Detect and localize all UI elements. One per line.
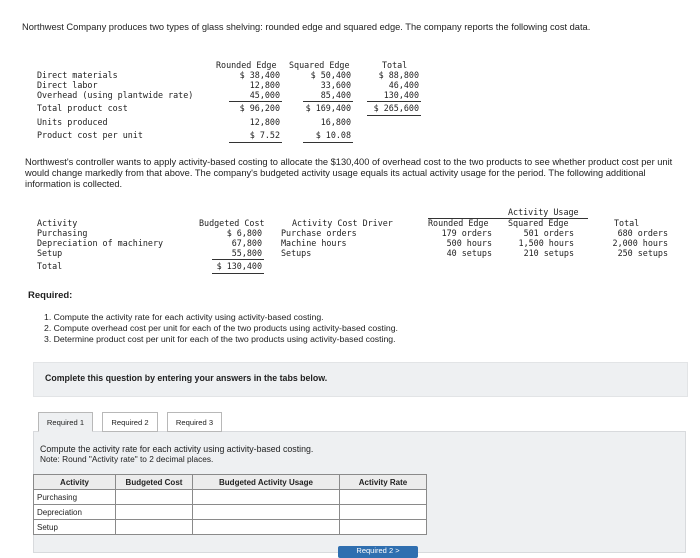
activity-cost: $ 6,800 bbox=[226, 228, 262, 238]
required-list bbox=[44, 312, 398, 345]
cost-row-label: Product cost per unit bbox=[37, 130, 143, 140]
answer-header: Budgeted Activity Usage bbox=[193, 475, 340, 490]
cost-cell: 12,800 bbox=[249, 80, 280, 90]
required-heading: Required: bbox=[28, 290, 73, 301]
cost-row-label: Overhead (using plantwide rate) bbox=[37, 90, 194, 100]
budgeted-cost-input[interactable] bbox=[116, 505, 193, 520]
activity-rounded: 179 orders bbox=[441, 228, 492, 238]
activity-cost: 55,800 bbox=[231, 248, 262, 258]
cost-cell: $ 96,200 bbox=[239, 103, 280, 113]
activity-cost: 67,800 bbox=[231, 238, 262, 248]
activity-rounded: 500 hours bbox=[446, 238, 492, 248]
cost-cell: 130,400 bbox=[383, 90, 419, 100]
activity-driver: Purchase orders bbox=[281, 228, 357, 238]
activity-total-label: Total bbox=[37, 261, 63, 271]
activity-rounded: 40 setups bbox=[446, 248, 492, 258]
answer-table bbox=[33, 474, 427, 535]
total-header: Total bbox=[614, 218, 640, 228]
cost-row-label: Direct labor bbox=[37, 80, 98, 90]
cost-cell: 33,600 bbox=[320, 80, 351, 90]
cost-cell: 45,000 bbox=[249, 90, 280, 100]
cost-rule bbox=[367, 101, 421, 102]
cost-header-squared: Squared Edge bbox=[289, 60, 350, 70]
rounded-header: Rounded Edge bbox=[428, 218, 489, 228]
activity-rule bbox=[212, 259, 264, 260]
cost-row-label: Direct materials bbox=[37, 70, 118, 80]
tab-required-2[interactable]: Required 2 bbox=[102, 412, 158, 432]
required-item: 1. Compute the activity rate for each activity using activity-based costing. bbox=[44, 312, 324, 322]
required-2-next-button[interactable]: Required 2 > bbox=[338, 546, 418, 558]
cost-cell: $ 50,400 bbox=[310, 70, 351, 80]
activity-name: Depreciation of machinery bbox=[37, 238, 164, 248]
cost-cell: 12,800 bbox=[249, 117, 280, 127]
activity-total-cost: $ 130,400 bbox=[216, 261, 262, 271]
activity-rate-input[interactable] bbox=[340, 505, 427, 520]
answer-header: Activity bbox=[34, 475, 116, 490]
cost-header-total: Total bbox=[382, 60, 408, 70]
activity-total: 250 setups bbox=[617, 248, 668, 258]
cost-header-rounded: Rounded Edge bbox=[216, 60, 277, 70]
answer-row-label: Depreciation bbox=[34, 505, 116, 520]
cost-cell: $ 265,600 bbox=[373, 103, 419, 113]
answer-row-label: Purchasing bbox=[34, 490, 116, 505]
cost-cell: $ 10.08 bbox=[315, 130, 351, 140]
activity-driver: Machine hours bbox=[281, 238, 347, 248]
cost-rule bbox=[367, 115, 421, 116]
cost-cell: $ 7.52 bbox=[249, 130, 280, 140]
cost-cell: $ 88,800 bbox=[378, 70, 419, 80]
squared-header: Squared Edge bbox=[508, 218, 569, 228]
driver-header: Activity Cost Driver bbox=[292, 218, 393, 228]
cost-rule bbox=[229, 101, 282, 102]
tab-required-1[interactable]: Required 1 bbox=[38, 412, 93, 432]
cost-cell: $ 38,400 bbox=[239, 70, 280, 80]
intro-text: Northwest Company produces two types of glass shelving: rounded edge and squared edge. The company reports the following cost data. bbox=[22, 22, 591, 32]
rounding-note: Note: Round "Activity rate" to 2 decimal places. bbox=[40, 454, 214, 464]
budgeted-cost-header: Budgeted Cost bbox=[199, 218, 265, 228]
budgeted-cost-input[interactable] bbox=[116, 520, 193, 535]
activity-rule bbox=[212, 273, 264, 274]
activity-driver: Setups bbox=[281, 248, 312, 258]
cost-cell: 16,800 bbox=[320, 117, 351, 127]
activity-usage-input[interactable] bbox=[193, 520, 340, 535]
instruction-text: Compute the activity rate for each activity using activity-based costing. bbox=[40, 444, 314, 454]
budgeted-cost-input[interactable] bbox=[116, 490, 193, 505]
cost-rule bbox=[303, 101, 353, 102]
cost-rule bbox=[229, 142, 282, 143]
cost-rule bbox=[303, 142, 353, 143]
required-item: 3. Determine product cost per unit for each of the two products using activity-based costing. bbox=[44, 334, 396, 344]
activity-squared: 210 setups bbox=[523, 248, 574, 258]
answer-row-label: Setup bbox=[34, 520, 116, 535]
activity-total: 2,000 hours bbox=[612, 238, 668, 248]
activity-usage-header: Activity Usage bbox=[508, 207, 579, 217]
activity-squared: 501 orders bbox=[523, 228, 574, 238]
activity-header: Activity bbox=[37, 218, 78, 228]
cost-row-label: Units produced bbox=[37, 117, 108, 127]
answer-header: Budgeted Cost bbox=[116, 475, 193, 490]
activity-usage-input[interactable] bbox=[193, 505, 340, 520]
activity-squared: 1,500 hours bbox=[518, 238, 574, 248]
activity-rate-input[interactable] bbox=[340, 490, 427, 505]
cost-row-label: Total product cost bbox=[37, 103, 128, 113]
cost-cell: 85,400 bbox=[320, 90, 351, 100]
controller-text: Northwest's controller wants to apply activity-based costing to allocate the $130,400 of overhead cost to the two products to see whether product cost per unit would change markedly from that above. The company's budgeted activity usage equals its actual activity usage for the period. The following additional information is collected. bbox=[25, 157, 673, 189]
required-item: 2. Compute overhead cost per unit for each of the two products using activity-based costing. bbox=[44, 323, 398, 333]
activity-name: Purchasing bbox=[37, 228, 88, 238]
cost-cell: $ 169,400 bbox=[305, 103, 351, 113]
banner-text: Complete this question by entering your answers in the tabs below. bbox=[45, 373, 328, 383]
activity-name: Setup bbox=[37, 248, 63, 258]
cost-cell: 46,400 bbox=[388, 80, 419, 90]
activity-rate-input[interactable] bbox=[340, 520, 427, 535]
activity-usage-input[interactable] bbox=[193, 490, 340, 505]
answer-header: Activity Rate bbox=[340, 475, 427, 490]
activity-total: 680 orders bbox=[617, 228, 668, 238]
tab-required-3[interactable]: Required 3 bbox=[167, 412, 222, 432]
